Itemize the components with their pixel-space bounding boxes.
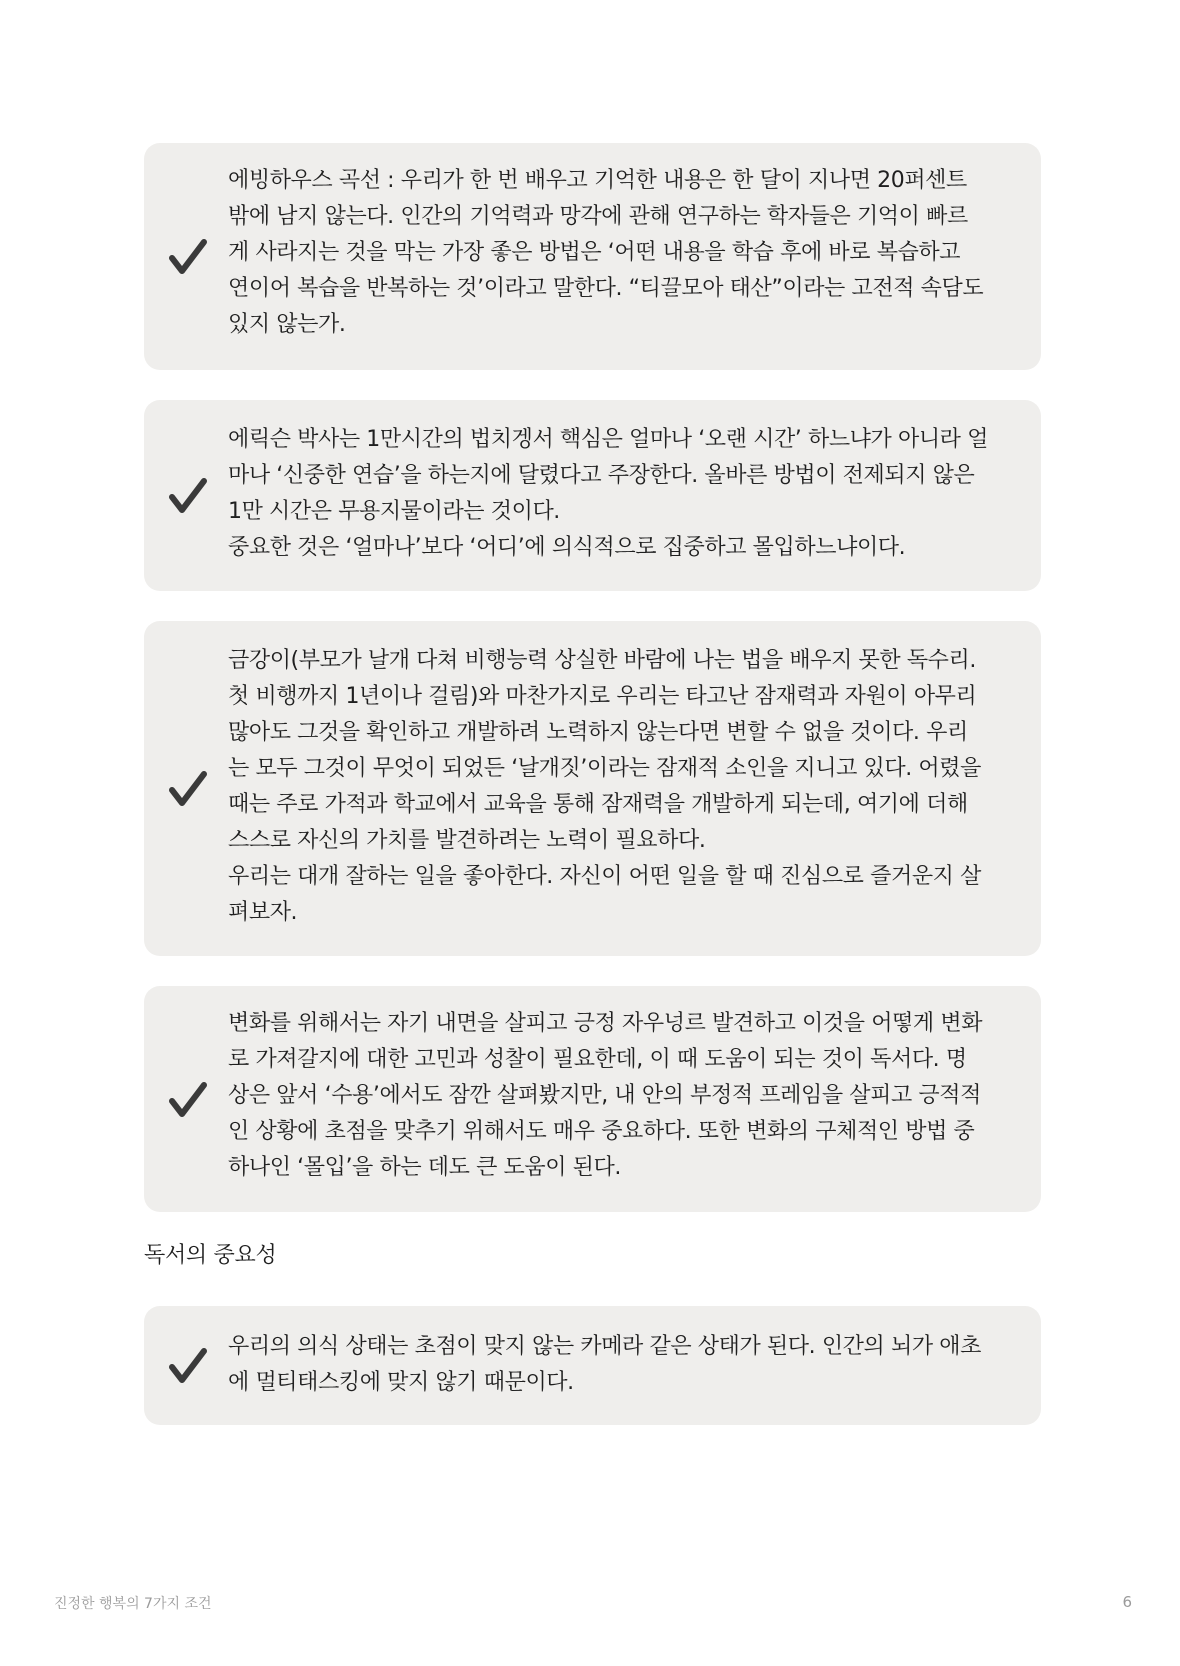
text-line: 는 모두 그것이 무엇이 되었든 ‘날개짓’이라는 잠재적 소인을 지니고 있다. 어렸을 [228, 756, 981, 781]
text-line: 펴보자. [228, 900, 298, 925]
check-mark-icon [166, 474, 210, 518]
check-mark-icon [166, 1078, 210, 1122]
note-card-eagle [144, 621, 1041, 956]
check-mark-icon [166, 1344, 210, 1388]
text-line: 1만 시간은 무용지물이라는 것이다. [228, 499, 560, 524]
text-line: 변화를 위해서는 자기 내면을 살피고 긍정 자우넝르 발견하고 이것을 어떻게 변화 [228, 1011, 983, 1036]
text-line: 많아도 그것을 확인하고 개발하려 노력하지 않는다면 변할 수 없을 것이다. 우리 [228, 720, 968, 745]
check-mark-icon [166, 235, 210, 279]
text-line: 첫 비행까지 1년이나 걸림)와 마찬가지로 우리는 타고난 잠재력과 자원이 아무리 [228, 684, 977, 709]
text-line: 스스로 자신의 가치를 발견하려는 노력이 필요하다. [228, 828, 706, 853]
note-card-text [228, 422, 1021, 566]
text-line: 밖에 남지 않는다. 인간의 기억력과 망각에 관해 연구하는 학자들은 기억이 빠르 [228, 204, 968, 229]
text-line: 인 상황에 초점을 맞추기 위해서도 매우 중요하다. 또한 변화의 구체적인 방법 중 [228, 1119, 975, 1144]
text-line: 에 멀티태스킹에 맞지 않기 때문이다. [228, 1370, 574, 1395]
note-card-ericsson [144, 400, 1041, 591]
note-card-text [228, 643, 1021, 931]
text-line: 우리는 대개 잘하는 일을 좋아한다. 자신이 어떤 일을 할 때 진심으로 즐거운지 살 [228, 864, 981, 889]
note-card-ebbinghaus [144, 143, 1041, 370]
section-heading: 독서의 중요성 [144, 1243, 277, 1268]
note-card-text [228, 1006, 1021, 1186]
note-card-text [228, 163, 1021, 343]
text-line: 중요한 것은 ‘얼마나’보다 ‘어디’에 의식적으로 집중하고 몰입하느냐이다. [228, 535, 906, 560]
text-line: 있지 않는가. [228, 312, 346, 337]
text-line: 마나 ‘신중한 연습’을 하는지에 달렸다고 주장한다. 올바른 방법이 전제되지 않은 [228, 463, 975, 488]
text-line: 에빙하우스 곡선 : 우리가 한 번 배우고 기억한 내용은 한 달이 지나면 20퍼센트 [228, 168, 967, 193]
text-line: 로 가져갈지에 대한 고민과 성찰이 필요한데, 이 때 도움이 되는 것이 독서다. 명 [228, 1047, 967, 1072]
text-line: 우리의 의식 상태는 초점이 맞지 않는 카메라 같은 상태가 된다. 인간의 뇌가 애초 [228, 1334, 981, 1359]
page-number: 6 [1122, 1593, 1132, 1611]
text-line: 게 사라지는 것을 막는 가장 좋은 방법은 ‘어떤 내용을 학습 후에 바로 복습하고 [228, 240, 961, 265]
text-line: 금강이(부모가 날개 다쳐 비행능력 상실한 바람에 나는 법을 배우지 못한 독수리. [228, 648, 976, 673]
text-line: 때는 주로 가적과 학교에서 교육을 통해 잠재력을 개발하게 되는데, 여기에 더해 [228, 792, 968, 817]
text-line: 연이어 복습을 반복하는 것’이라고 말한다. “티끌모아 태산”이라는 고전적 속담도 [228, 276, 984, 301]
check-mark-icon [166, 767, 210, 811]
note-card-change [144, 986, 1041, 1212]
text-line: 하나인 ‘몰입’을 하는 데도 큰 도움이 된다. [228, 1155, 621, 1180]
note-card-reading [144, 1306, 1041, 1425]
text-line: 에릭슨 박사는 1만시간의 법치겡서 핵심은 얼마나 ‘오랜 시간’ 하느냐가 아니라 얼 [228, 427, 988, 452]
text-line: 상은 앞서 ‘수용’에서도 잠깐 살펴봤지만, 내 안의 부정적 프레임을 살피고 긍적적 [228, 1083, 981, 1108]
footer-book-title: 진정한 행복의 7가지 조건 [54, 1596, 212, 1612]
note-card-text [228, 1329, 1021, 1401]
